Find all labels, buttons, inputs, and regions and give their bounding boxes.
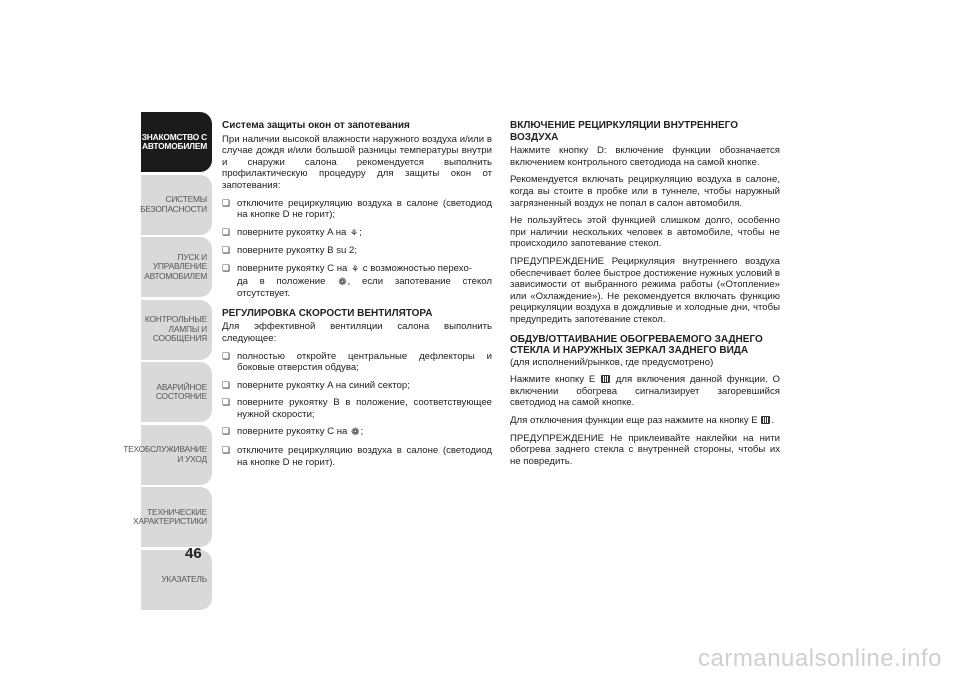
list-item: ❏ поверните рукоятку C на ⚘ с возможностью перехо- да в положение ❁, если запотевание стекол отсутствует. <box>222 263 492 300</box>
rear-defrost-icon <box>761 416 770 424</box>
section-heading-fan-speed: РЕГУЛИРОВКА СКОРОСТИ ВЕНТИЛЯТОРА <box>222 307 433 319</box>
procedure-list <box>222 198 492 300</box>
list-item: ❏ поверните рукоятку B su 2; <box>222 245 492 257</box>
list-item: ❏ поверните рукоятку C на ❁; <box>222 426 492 439</box>
section-heading-antifog: Система защиты окон от запотевания <box>222 120 410 131</box>
paragraph: Нажмите кнопку E для включения данной функции. О включении обогрева сигнализирует загоревшийся светодиод на самой кнопке. <box>510 374 780 409</box>
list-item: ❏ поверните рукоятку A на ⚘; <box>222 227 492 240</box>
list-item: ❏ поверните рукоятку B в положение, соответствующее нужной скорости; <box>222 397 492 420</box>
page-number: 46 <box>185 545 202 562</box>
tab-safety[interactable]: СИСТЕМЫ БЕЗОПАСНОСТИ <box>141 175 212 235</box>
right-column <box>510 120 780 473</box>
section-tabs <box>123 112 212 612</box>
paragraph: Для отключения функции еще раз нажмите на кнопку E . <box>510 415 775 427</box>
paragraph: При наличии высокой влажности наружного воздуха и/или в случае дождя и/или большой разницы температуры внутри и снаружи салона рекомендуется выполнить профилактическую процедуру для защиты окон от запотевания: <box>222 133 492 191</box>
left-column <box>222 120 492 474</box>
windshield-vent-icon: ⚘ <box>351 263 360 274</box>
warning-paragraph: ПРЕДУПРЕЖДЕНИЕ Рециркуляция внутреннего воздуха обеспечивает более быстрое достижение нужных условий в зависимости от выбранного режима работы («Отопление» или «Охлаждение»). Не рекомендуется включать функцию рециркуляции воздуха в дождливые и холодные дни, чтобы предупредить запотевание стекол. <box>510 255 780 325</box>
watermark: carmanualsonline.info <box>698 645 942 672</box>
availability-note: (для исполнений/рынков, где предусмотрено) <box>510 356 714 368</box>
tab-emergency[interactable]: АВАРИЙНОЕ СОСТОЯНИЕ <box>141 362 212 422</box>
paragraph: Не пользуйтесь этой функцией слишком долго, особенно при наличии нескольких человек в автомобиле, чтобы не происходило запотевание стекол. <box>510 215 780 250</box>
tab-warning-lights[interactable]: КОНТРОЛЬНЫЕ ЛАМПЫ И СООБЩЕНИЯ <box>141 300 212 360</box>
list-item: ❏ отключите рециркуляцию воздуха в салоне (светодиод на кнопке D не горит). <box>222 445 492 468</box>
section-heading-recirculation: ВКЛЮЧЕНИЕ РЕЦИРКУЛЯЦИИ ВНУТРЕННЕГО ВОЗДУХА <box>510 120 738 143</box>
tab-index[interactable]: УКАЗАТЕЛЬ <box>141 550 212 610</box>
person-airflow-icon: ❁ <box>338 276 347 288</box>
list-item: ❏ отключите рециркуляцию воздуха в салоне (светодиод на кнопке D не горит); <box>222 198 492 221</box>
section-heading-defrost: ОБДУВ/ОТТАИВАНИЕ ОБОГРЕВАЕМОГО ЗАДНЕГО СТЕКЛА И НАРУЖНЫХ ЗЕРКАЛ ЗАДНЕГО ВИДА <box>510 333 763 357</box>
tab-maintenance[interactable]: ТЕХОБСЛУЖИВАНИЕ И УХОД <box>141 425 212 485</box>
procedure-list <box>222 351 492 469</box>
tab-intro[interactable]: ЗНАКОМСТВО С АВТОМОБИЛЕМ <box>141 112 212 172</box>
paragraph: Рекомендуется включать рециркуляцию воздуха в салоне, когда вы стоите в пробке или в туннеле, чтобы наружный загрязненный воздух не попал в салон автомобиля. <box>510 174 780 209</box>
person-airflow-icon: ❁ <box>351 427 360 439</box>
list-item: ❏ полностью откройте центральные дефлекторы и боковые отверстия обдува; <box>222 351 492 374</box>
paragraph: Для эффективной вентиляции салона выполнить следующее: <box>222 321 492 344</box>
paragraph: Нажмите кнопку D: включение функции обозначается включением контрольного светодиода на самой кнопке. <box>510 145 780 168</box>
rear-defrost-icon <box>601 375 610 383</box>
tab-driving[interactable]: ПУСК И УПРАВЛЕНИЕ АВТОМОБИЛЕМ <box>141 237 212 297</box>
windshield-vent-icon: ⚘ <box>350 227 359 238</box>
list-item: ❏ поверните рукоятку A на синий сектор; <box>222 380 492 392</box>
warning-paragraph: ПРЕДУПРЕЖДЕНИЕ Не приклеивайте наклейки на нити обогрева заднего стекла с внутренней стороны, чтобы их не повредить. <box>510 432 780 467</box>
tab-specs[interactable]: ТЕХНИЧЕСКИЕ ХАРАКТЕРИСТИКИ <box>141 487 212 547</box>
